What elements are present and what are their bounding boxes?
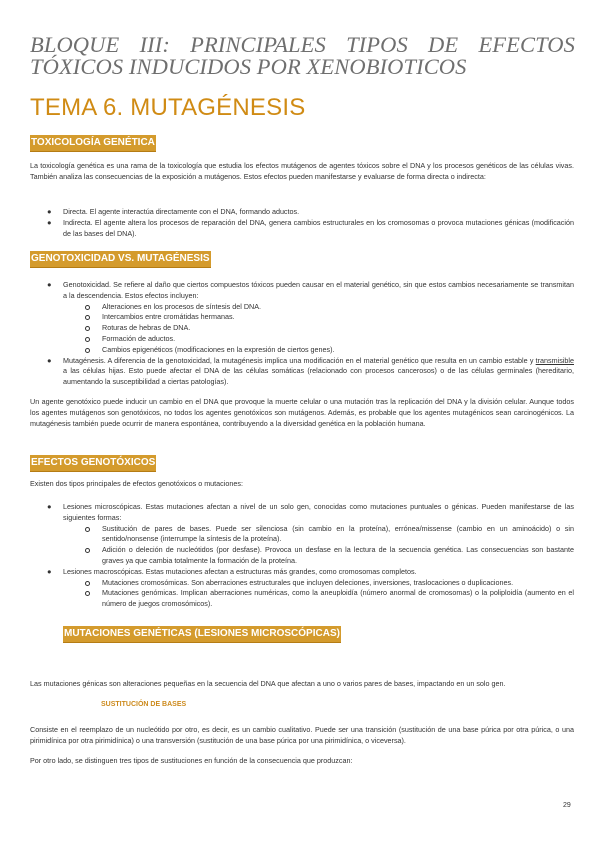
toxicologia-list (30, 207, 574, 239)
sustitucion-types-intro: Por otro lado, se distinguen tres tipos de sustituciones en función de la consecuencia que produzcan: (30, 756, 353, 765)
sub-list-item (63, 578, 574, 589)
list-item-text: Lesiones macroscópicas. Estas mutaciones afectan a estructuras más grandes, como cromosomas completos. (63, 566, 417, 576)
circle-bullet-icon (85, 305, 90, 310)
circle-bullet-icon (85, 315, 90, 320)
efectos-list (30, 502, 574, 610)
sub-list-item-text: Adición o deleción de nucleótidos (por desfase). Provoca un desfase en la lectura de la secuencia genética. Las consecuencias son bastante graves ya que cambia totalmente la formación de la proteína. (102, 545, 574, 565)
list-item-text: a las células hijas. Esto puede afectar el DNA de las células somáticas (relacionado con procesos cancerosos) o de las células germinales (hereditario, aumentando la susceptibilidad a ciertas patologías). (63, 366, 574, 387)
underlined-term: transmisible (535, 355, 574, 365)
sub-list-item-text: Roturas de hebras de DNA. (102, 323, 191, 333)
list-item (30, 218, 574, 240)
page-number: 29 (563, 802, 571, 809)
sub-list-item (63, 302, 574, 313)
sub-list-item-text: Formación de aductos. (102, 333, 176, 343)
section-heading-genotox: GENOTOXICIDAD VS. MUTAGÉNESIS (30, 251, 211, 268)
sub-list-item-text: Intercambios entre cromátidas hermanas. (102, 312, 235, 322)
list-item (30, 502, 574, 567)
sub-list (63, 524, 574, 567)
sub-list-item (63, 345, 574, 356)
circle-bullet-icon (85, 348, 90, 353)
circle-bullet-icon (85, 326, 90, 331)
list-item (30, 207, 574, 218)
list-item (30, 356, 574, 388)
subsection-heading-sustitucion: SUSTITUCIÓN DE BASES (101, 701, 187, 708)
sub-list-item (63, 334, 574, 345)
list-item-text: Genotoxicidad. Se refiere al daño que ciertos compuestos tóxicos pueden causar en el material genético, sin que estos cambios necesariamente se transmitan a la descendencia. Estos efectos incluyen: (63, 280, 574, 300)
sub-list-item (63, 524, 574, 546)
bullet-icon: ● (47, 280, 52, 289)
sub-list-item-text: Alteraciones en los procesos de síntesis del DNA. (102, 301, 262, 311)
circle-bullet-icon (85, 527, 90, 532)
sub-list (63, 578, 574, 610)
sub-list-item-text: Mutaciones genómicas. Implican aberraciones numéricas, como la aneuploidía (número anormal de cromosomas) o la poliploidía (aumento en el número de juegos cromosómicos). (102, 588, 574, 609)
genotox-list (30, 280, 574, 388)
bullet-icon: ● (47, 502, 52, 511)
bullet-icon: ● (47, 207, 52, 216)
list-item-text: Directa. El agente interactúa directamente con el DNA, formando aductos. (63, 207, 300, 216)
sub-list (63, 302, 574, 356)
list-item-text: Indirecta. El agente altera los procesos de reparación del DNA, genera cambios estructurales en los cromosomas o provoca mutaciones génicas (modificación de las bases del DNA). (63, 217, 574, 238)
genotox-paragraph: Un agente genotóxico puede inducir un cambio en el DNA que provoque la muerte celular o una mutación tras la replicación del DNA y la división celular. Aunque todos los agentes mutágenos son genotóxicos, no todos los agentes genotóxicos son mutágenos. Además, es probable que los agentes mutagénicos sean carcinogénicos. La mutagénesis también puede ocurrir de manera espontánea, contribuyendo a la diversidad genética en la población humana. (30, 397, 574, 428)
sub-list-item (63, 545, 574, 567)
list-item-text: Mutagénesis. A diferencia de la genotoxicidad, la mutagénesis implica una modificación en el material genético que resulta en un cambio estable y (63, 355, 536, 365)
chapter-title: TEMA 6. MUTAGÉNESIS (30, 94, 306, 121)
section-heading-mutaciones: MUTACIONES GENÉTICAS (LESIONES MICROSCÓPICAS) (63, 626, 341, 643)
sub-list-item (63, 323, 574, 334)
sustitucion-paragraph: Consiste en el reemplazo de un nucleótido por otro, es decir, es un cambio cualitativo. Puede ser una transición (sustitución de una base púrica por otra púrica, o una pirimidínica por otra pirimidínica) o una transversión (sustitución de una base púrica por una pirimidínica, o viceversa). (30, 725, 574, 745)
sub-list-item (63, 312, 574, 323)
list-item-text: Lesiones microscópicas. Estas mutaciones afectan a nivel de un solo gen, conocidas como mutaciones puntuales o génicas. Pueden manifestarse de las siguientes formas: (63, 502, 574, 522)
list-item (30, 567, 574, 610)
sub-list-item (63, 588, 574, 610)
sub-list-item-text: Mutaciones cromosómicas. Son aberraciones estructurales que incluyen deleciones, inversiones, traslocaciones o duplicaciones. (102, 577, 514, 587)
block-title: BLOQUE III: PRINCIPALES TIPOS DE EFECTOS TÓXICOS INDUCIDOS POR XENOBIOTICOS (30, 32, 575, 79)
bullet-icon: ● (47, 355, 52, 365)
mutaciones-intro: Las mutaciones génicas son alteraciones pequeñas en la secuencia del DNA que afectan a uno o varios pares de bases, impactando en un solo gen. (30, 679, 506, 688)
circle-bullet-icon (85, 581, 90, 586)
circle-bullet-icon (85, 548, 90, 553)
bullet-icon: ● (47, 566, 52, 576)
sub-list-item-text: Sustitución de pares de bases. Puede ser silenciosa (sin cambio en la proteína), errónea/missense (cambio en un aminoácido) o sin sentido/nonsense (interrumpe la síntesis de la proteína). (102, 523, 574, 544)
section-heading-efectos: EFECTOS GENOTÓXICOS (30, 455, 156, 472)
section-heading-toxicologia: TOXICOLOGÍA GENÉTICA (30, 135, 156, 152)
list-item (30, 280, 574, 356)
efectos-intro: Existen dos tipos principales de efectos genotóxicos o mutaciones: (30, 479, 243, 488)
sub-list-item-text: Cambios epigenéticos (modificaciones en la expresión de ciertos genes). (102, 344, 335, 354)
circle-bullet-icon (85, 337, 90, 342)
circle-bullet-icon (85, 591, 90, 596)
toxicologia-intro: La toxicología genética es una rama de la toxicología que estudia los efectos mutágenos de agentes tóxicos sobre el DNA y los procesos genéticos de las células vivas. También analiza las consecuencias de la exposición a mutágenos. Estos efectos pueden manifestarse y evaluarse de forma directa o indirecta: (30, 161, 574, 181)
bullet-icon: ● (47, 217, 52, 227)
